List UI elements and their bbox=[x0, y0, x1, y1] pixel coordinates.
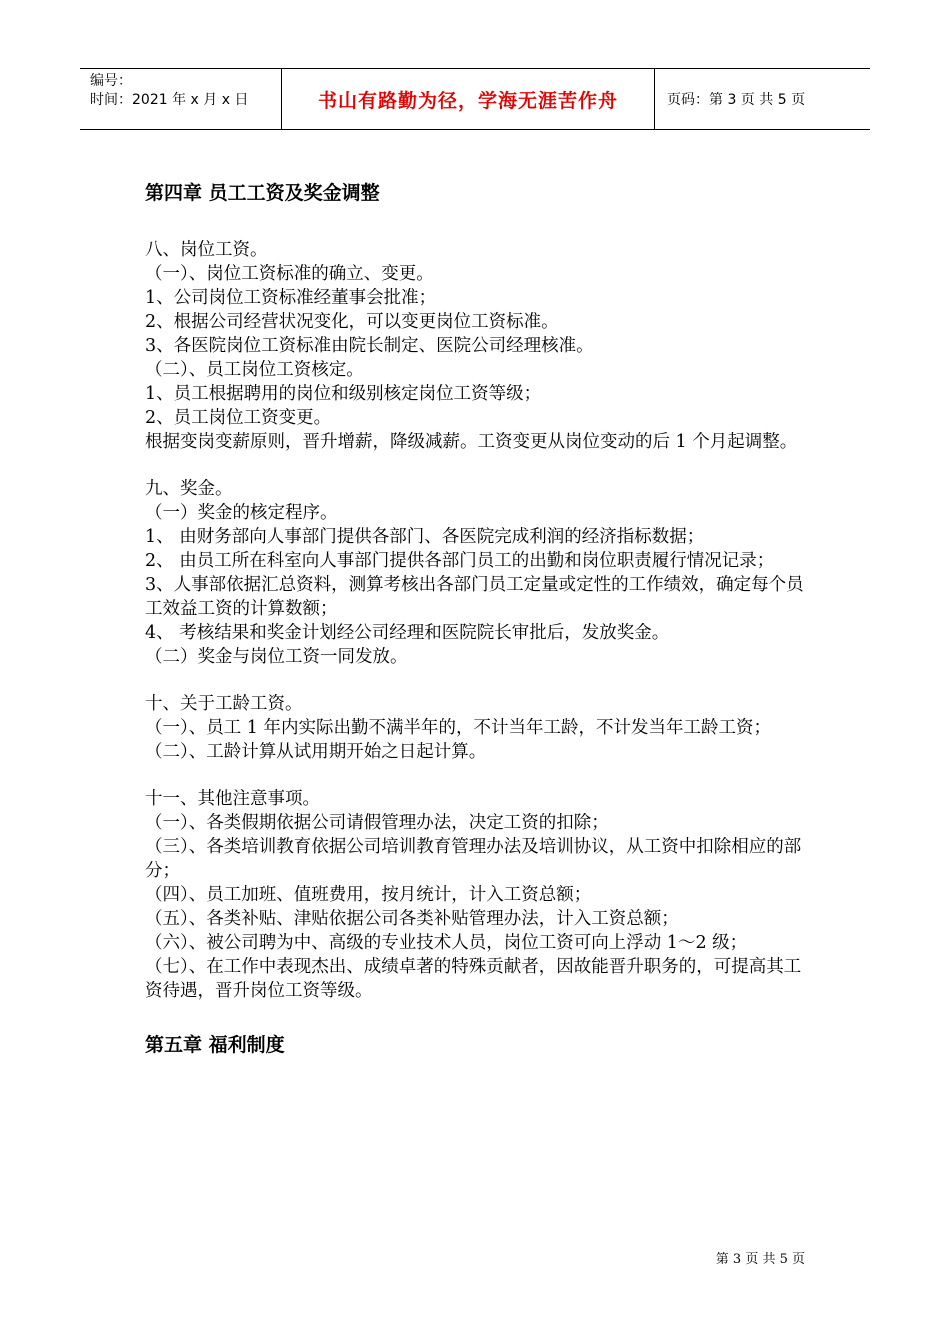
section-8-line: 根据变岗变薪原则，晋升增薪，降级减薪。工资变更从岗位变动的后 1 个月起调整。 bbox=[145, 432, 798, 452]
section-10-title: 十、关于工龄工资。 bbox=[145, 694, 303, 714]
section-9-line: 1、 由财务部向人事部门提供各部门、各医院完成利润的经济指标数据； bbox=[145, 527, 705, 547]
section-11 bbox=[145, 787, 810, 1003]
page-header bbox=[80, 68, 870, 130]
section-9 bbox=[145, 477, 810, 669]
section-8-line: 1、员工根据聘用的岗位和级别核定岗位工资等级； bbox=[145, 384, 542, 404]
section-9-line: 4、 考核结果和奖金计划经公司经理和医院院长审批后，发放奖金。 bbox=[145, 623, 670, 643]
section-8-line: 1、公司岗位工资标准经董事会批准； bbox=[145, 288, 437, 308]
header-motto-cell bbox=[282, 69, 655, 129]
header-motto: 书山有路勤为径，学海无涯苦作舟 bbox=[317, 89, 618, 112]
header-page-info: 页码：第 3 页 共 5 页 bbox=[667, 92, 806, 108]
section-10-line: （二）、工龄计算从试用期开始之日起计算。 bbox=[145, 742, 487, 762]
chapter-5-title: 第五章 福利制度 bbox=[145, 1034, 285, 1056]
section-11-line: （三）、各类培训教育依据公司培训教育管理办法及培训协议，从工资中扣除相应的部分； bbox=[145, 837, 802, 881]
section-10 bbox=[145, 692, 810, 764]
section-8-line: 2、根据公司经营状况变化，可以变更岗位工资标准。 bbox=[145, 312, 559, 332]
section-9-title: 九、奖金。 bbox=[145, 479, 233, 499]
section-8-line: 2、员工岗位工资变更。 bbox=[145, 408, 332, 428]
header-page-info-cell bbox=[655, 69, 870, 129]
chapter-4-title: 第四章 员工工资及奖金调整 bbox=[145, 182, 380, 204]
section-11-line: （六）、被公司聘为中、高级的专业技术人员，岗位工资可向上浮动 1～2 级； bbox=[145, 933, 748, 953]
section-11-title: 十一、其他注意事项。 bbox=[145, 789, 320, 809]
section-11-line: （一）、各类假期依据公司请假管理办法，决定工资的扣除； bbox=[145, 813, 609, 833]
section-8-line: 3、各医院岗位工资标准由院长制定、医院公司经理核准。 bbox=[145, 336, 594, 356]
section-9-line: 2、 由员工所在科室向人事部门提供各部门员工的出勤和岗位职责履行情况记录； bbox=[145, 551, 775, 571]
section-9-line: 3、人事部依据汇总资料，测算考核出各部门员工定量或定性的工作绩效，确定每个员工效益工资的计算数额； bbox=[145, 575, 804, 619]
section-11-line: （五）、各类补贴、津贴依据公司各类补贴管理办法，计入工资总额； bbox=[145, 909, 679, 929]
section-9-line: （一）奖金的核定程序。 bbox=[145, 503, 338, 523]
header-meta bbox=[80, 69, 282, 129]
section-8 bbox=[145, 238, 810, 454]
section-8-line: （一）、岗位工资标准的确立、变更。 bbox=[145, 264, 434, 284]
section-9-line: （二）奖金与岗位工资一同发放。 bbox=[145, 647, 408, 667]
section-8-line: （二）、员工岗位工资核定。 bbox=[145, 360, 364, 380]
document-number-label: 编号： bbox=[90, 73, 132, 89]
document-time-label: 时间：2021 年 x 月 x 日 bbox=[90, 92, 249, 108]
document-body bbox=[145, 174, 810, 1064]
section-8-title: 八、岗位工资。 bbox=[145, 240, 268, 260]
section-10-line: （一）、员工 1 年内实际出勤不满半年的，不计当年工龄，不计发当年工龄工资； bbox=[145, 718, 772, 738]
page-footer: 第 3 页 共 5 页 bbox=[715, 1252, 805, 1267]
section-11-line: （四）、员工加班、值班费用，按月统计，计入工资总额； bbox=[145, 885, 592, 905]
section-11-line: （七）、在工作中表现杰出、成绩卓著的特殊贡献者，因故能晋升职务的，可提高其工资待遇，晋升岗位工资等级。 bbox=[145, 957, 802, 1001]
